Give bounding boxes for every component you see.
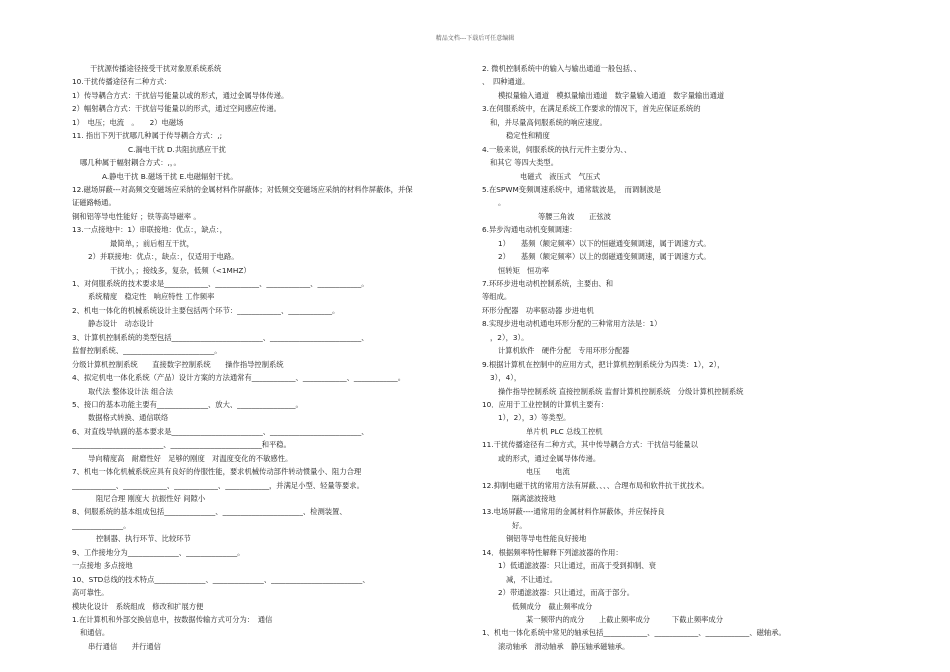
text-line: 。 (498, 198, 506, 208)
text-line: 11. 指出下列干扰哪几种属于传导耦合方式：,; (72, 131, 223, 141)
text-line: 最简单，；前后相互干扰， (110, 238, 194, 248)
text-line: 分级计算机控制系统 直接数字控制系统 操作指导控制系统 (72, 359, 284, 369)
text-line: 恒转矩 恒功率 (498, 265, 550, 275)
text-line: 取代法 整体设计法 组合法 (88, 386, 173, 396)
text-line: 证磁路畅通。 (72, 198, 116, 208)
text-line: 、 四种通道。 (482, 77, 530, 87)
text-line: 1） 电压；电流 。 2）电磁场 (72, 117, 184, 127)
text-line: 2、机电一体化的机械系统设计主要包括两个环节：____________、____________。 (72, 305, 340, 315)
text-line: 2）幅射耦合方式：干扰信号能量以的形式，通过空间感应传递。 (72, 104, 281, 114)
text-line: 环形分配器 功率驱动器 步进电机 (482, 305, 594, 315)
text-line: ______________。 (72, 520, 131, 530)
text-line: 6.异步沟通电动机变频调速： (482, 225, 577, 235)
text-line: 铜铝等导电性能良好接地 (506, 534, 587, 544)
text-line: 1）传导耦合方式：干扰信号能量以或的形式，通过金属导体传递。 (72, 90, 289, 100)
text-line: 好。 (512, 520, 527, 530)
text-line: 3），4）， (490, 373, 522, 383)
text-line: 5、接口的基本功能主要有______________、放大、________________。 (72, 399, 303, 409)
left-column (72, 62, 472, 653)
text-line: 铜和铝等导电性能好 ；铁等高导磁率 。 (72, 211, 201, 221)
text-line: 一点接地 多点接地 (72, 561, 133, 571)
text-line: 单片机 PLC 总线工控机 (526, 426, 603, 436)
text-line: 操作指导控制系统 直接控制系统 监督计算机控制系统 分级计算机控制系统 (498, 386, 744, 396)
text-line: 模块化设计 系统组成 修改和扩展方便 (72, 601, 204, 611)
text-line: 13.一点接地中：1）串联接地：优点：，缺点：， (72, 225, 227, 235)
text-line: 13.电场屏蔽----通常用的金属材料作屏蔽体，并应保持良 (482, 507, 665, 517)
right-column (482, 62, 882, 653)
text-line: ，2），3）。 (490, 332, 529, 342)
page-header: 精品文档---下载后可任意编辑 (435, 35, 515, 42)
text-line: 高可靠性。 (72, 588, 109, 598)
text-line: 2. 微机控制系统中的输入与输出通道一般包括、、 (482, 64, 641, 73)
text-line: 计算机软件 硬件分配 专用环形分配器 (498, 346, 630, 356)
text-line: 2）带通滤波器：只让通过，而高于部分。 (498, 588, 634, 598)
text-line: 电压 电流 (526, 467, 570, 477)
text-line: A.静电干扰 B.磁场干扰 E.电磁辐射干扰。 (102, 171, 238, 181)
text-line: 或的形式，通过金属导体传递。 (498, 453, 601, 463)
text-line: C.漏电干扰 D.共阻抗感应干扰 (128, 144, 226, 154)
text-line: 等腰三角波 正弦波 (538, 211, 611, 221)
text-line: 1）低通滤波器：只让通过，而高于受到抑制、衰 (498, 561, 656, 571)
text-line: 干扰小，；接线多，复杂，低频（<1MHZ） (110, 265, 251, 275)
text-line: 8、伺服系统的基本组成包括______________、______________________、检测装置、 (72, 507, 347, 517)
text-line: 稳定性和精度 (506, 131, 550, 141)
text-line: 某一频带内的成分 上截止频率成分 下截止频率成分 (526, 614, 724, 624)
text-line: 1），2），3）等类型。 (498, 413, 571, 423)
text-line: 9.根据计算机在控制中的应用方式，把计算机控制系统分为四类：1），2）， (482, 359, 725, 369)
text-line: 串行通信 并行通信 (88, 641, 161, 651)
text-line: ____________、____________、____________、____________，并满足小型、轻量等要求。 (72, 480, 364, 490)
text-line: 14．根据频率特性解释下列滤波器的作用： (482, 547, 623, 557)
text-line: 和，并尽量高伺服系统的响应速度。 (490, 117, 607, 127)
text-line: 2）并联接地：优点：，缺点：，仅适用于电路。 (88, 252, 239, 262)
text-line: 4、拟定机电一体化系统（产品）设计方案的方法通常有____________、____________、____________。 (72, 373, 405, 383)
text-line: 9、工作接地分为______________、______________。 (72, 547, 245, 557)
text-line: 滚动轴承 滑动轴承 静压轴承磁轴承。 (498, 641, 630, 651)
text-line: 1） 基频（额定频率）以下的恒磁通变频调速，属于调速方式。 (498, 238, 711, 248)
text-line: 隔离滤波接地 (512, 494, 556, 503)
text-line: 10.干扰传播途径有二种方式： (72, 77, 172, 87)
text-line: 导向精度高 耐磨性好 足够的刚度 对温度变化的不敏感性。 (88, 453, 293, 463)
text-line: 10、STD总线的技术特点______________、______________、_________________________、 (72, 574, 370, 584)
text-line: 3.在伺服系统中，在满足系统工作要求的情况下，首先应保证系统的 (482, 104, 701, 114)
text-line: 8.实现步进电动机通电环形分配的三种常用方法是：1） (482, 319, 662, 329)
text-line: 1、机电一体化系统中常见的轴承包括____________、____________、____________、磁轴承。 (482, 628, 786, 638)
text-line: 7、机电一体化机械系统应具有良好的侍服性能，要求机械传动部件转动惯量小、阻力合理 (72, 467, 362, 477)
text-line: 12.抑制电磁干扰的常用方法有屏蔽、、、、合理布局和软件抗干扰技术。 (482, 480, 709, 490)
text-line: 数据格式转换、通信联络 (88, 413, 169, 423)
text-line: 1.在计算机和外部交换信息中，按数据传输方式可分为： 通信 (72, 614, 273, 624)
text-line: 和通信。 (80, 628, 110, 638)
text-line: 3、计算机控制系统的类型包括_________________________、_________________________、 (72, 332, 369, 342)
text-line: 等组成。 (482, 292, 512, 302)
text-line: 6、对直线导轨副的基本要求是_________________________、_________________________、 (72, 426, 369, 436)
text-line: 2） 基频（额定频率）以上的弱磁通变频调速，属于调速方式。 (498, 252, 711, 262)
text-line: 7.环环步进电动机控制系统，主要由、和 (482, 279, 614, 288)
text-line: 系统精度 稳定性 响应特性 工作频率 (88, 292, 215, 302)
text-line: _________________________、_________________________和平稳。 (72, 440, 291, 450)
text-line: 和其它 等四大类型。 (490, 158, 558, 168)
text-line: 哪几种属于幅射耦合方式：,，。 (80, 158, 181, 168)
text-line: 低频成分 截止频率成分 (512, 601, 593, 611)
text-line: 12.磁场屏蔽---对高频交变磁场应采纳的金属材料作屏蔽体；对低频交变磁场应采纳的材料作屏蔽体，并保 (72, 184, 413, 194)
text-line: 阻尼合理 刚度大 抗振性好 间隙小 (96, 494, 206, 503)
text-line: 10．应用于工业控制的计算机主要有： (482, 399, 609, 409)
text-line: 监督控制系统、_________________________。 (72, 346, 222, 356)
text-line: 5.在SPWM变频调速系统中，通常载波是， 而调制波是 (482, 184, 662, 194)
text-line: 4.一般来说，伺服系统的执行元件主要分为、、 (482, 144, 632, 154)
text-line: 电磁式 液压式 气压式 (520, 171, 601, 181)
text-line: 减，不让通过。 (506, 574, 558, 584)
text-line: 静态设计 动态设计 (88, 319, 154, 329)
text-line: 11.干扰传播途径有二种方式，其中传导耦合方式：干扰信号能量以 (482, 440, 698, 450)
text-line: 模拟量输入通道 模拟量输出通道 数字量输入通道 数字量输出通道 (498, 90, 725, 100)
text-line: 控制器、执行环节、比较环节 (96, 534, 191, 544)
text-line: 干扰源传播途径接受干扰对象原系统系统 (90, 64, 222, 73)
text-line: 1、对伺服系统的技术要求是____________、____________、____________、____________。 (72, 279, 369, 288)
